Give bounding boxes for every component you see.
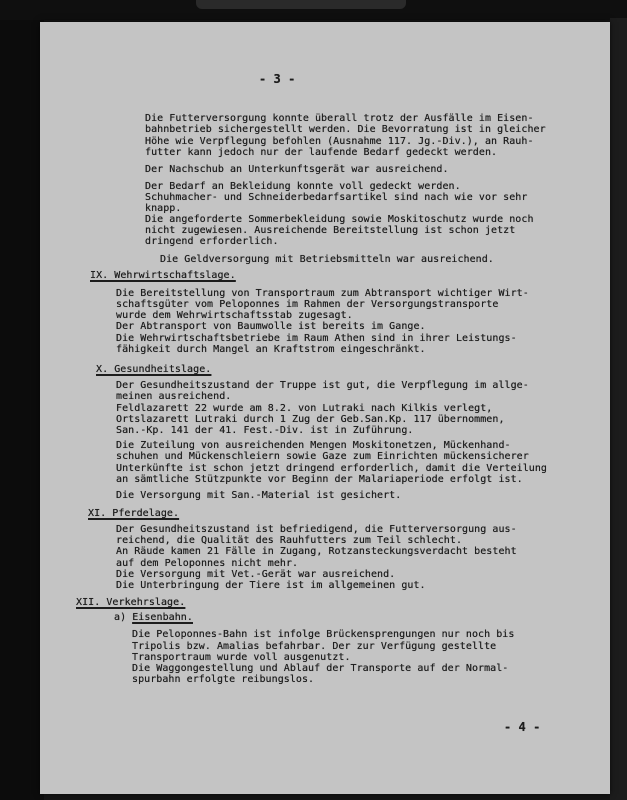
xi-line-4: auf dem Peloponnes nicht mehr. (116, 558, 299, 569)
xii-sub-a: a) Eisenbahn. (114, 612, 193, 623)
section-xi-heading: XI. Pferdelage. (88, 508, 180, 519)
page-number-next: - 4 - (504, 720, 541, 734)
x-line-3: Feldlazarett 22 wurde am 8.2. von Lutraki nach Kilkis verlegt, (116, 403, 493, 414)
clothing-line-1: Der Bedarf an Bekleidung konnte voll gedeckt werden. (145, 181, 461, 192)
x-line-6: Die Zuteilung von ausreichenden Mengen Moskitonetzen, Mückenhand- (116, 440, 511, 451)
clothing-line-4: Die angeforderte Sommerbekleidung sowie Moskitoschutz wurde noch (145, 214, 534, 225)
clothing-line-5: nicht zugewiesen. Ausreichende Bereitstellung ist schon jetzt (145, 225, 516, 236)
xii-line-4: Die Waggongestellung und Ablauf der Transporte auf der Normal- (132, 663, 509, 674)
binding-tape (196, 0, 406, 9)
money-line: Die Geldversorgung mit Betriebsmitteln war ausreichend. (160, 254, 494, 265)
clothing-line-6: dringend erforderlich. (145, 236, 279, 247)
x-line-10: Die Versorgung mit San.-Material ist gesichert. (116, 490, 402, 501)
xii-line-2: Tripolis bzw. Amalias befahrbar. Der zur Verfügung gestellte (132, 641, 497, 652)
scan-left-border (0, 0, 44, 800)
x-line-5: San.-Kp. 141 der 41. Fest.-Div. ist in Zuführung. (116, 425, 414, 436)
ix-line-5: Die Wehrwirtschaftsbetriebe im Raum Athen sind in ihrer Leistungs- (116, 333, 517, 344)
xi-line-2: reichend, die Qualität des Rauhfutters zum Teil schlecht. (116, 535, 463, 546)
feed-line-2: bahnbetrieb sichergestellt werden. Die Bevorratung ist in gleicher (145, 124, 546, 135)
xi-line-6: Die Unterbringung der Tiere ist im allgemeinen gut. (116, 580, 426, 591)
ix-line-6: fähigkeit durch Mangel an Kraftstrom eingeschränkt. (116, 344, 426, 355)
section-x-heading: X. Gesundheitslage. (96, 364, 212, 375)
feed-line-3: Höhe wie Verpflegung befohlen (Ausnahme 117. Jg.-Div.), an Rauh- (145, 136, 534, 147)
ix-line-1: Die Bereitstellung von Transportraum zum Abtransport wichtiger Wirt- (116, 288, 529, 299)
xii-line-3: Transportraum wurde voll ausgenutzt. (132, 652, 351, 663)
x-line-1: Der Gesundheitszustand der Truppe ist gut, die Verpflegung im allge- (116, 380, 529, 391)
x-line-2: meinen ausreichend. (116, 391, 232, 402)
xii-line-5: spurbahn erfolgte reibungslos. (132, 674, 315, 685)
ix-line-3: wurde dem Wehrwirtschaftsstab zugesagt. (116, 310, 353, 321)
ix-line-4: Der Abtransport von Baumwolle ist bereits im Gange. (116, 321, 426, 332)
xii-line-1: Die Peloponnes-Bahn ist infolge Brückensprengungen nur noch bis (132, 629, 515, 640)
x-line-4: Ortslazarett Lutraki durch 1 Zug der Geb.San.Kp. 117 übernommen, (116, 414, 505, 425)
x-line-8: Unterkünfte ist schon jetzt dringend erforderlich, damit die Verteilung (116, 463, 548, 474)
quarters-line: Der Nachschub an Unterkunftsgerät war ausreichend. (145, 164, 449, 175)
xi-line-1: Der Gesundheitszustand ist befriedigend, die Futterversorgung aus- (116, 524, 517, 535)
ix-line-2: schaftsgüter vom Peloponnes im Rahmen der Versorgungstransporte (116, 299, 499, 310)
scan-right-border (610, 18, 627, 800)
x-line-9: an sämtliche Stützpunkte vor Beginn der Malariaperiode erfolgt ist. (116, 474, 523, 485)
document-page (40, 22, 610, 794)
feed-line-1: Die Futterversorgung konnte überall trotz der Ausfälle im Eisen- (145, 113, 534, 124)
clothing-line-3: knapp. (145, 203, 182, 214)
section-xii-heading: XII. Verkehrslage. (76, 597, 186, 608)
xi-line-5: Die Versorgung mit Vet.-Gerät war ausreichend. (116, 569, 396, 580)
xi-line-3: An Räude kamen 21 Fälle in Zugang, Rotzansteckungsverdacht besteht (116, 546, 517, 557)
clothing-line-2: Schuhmacher- und Schneiderbedarfsartikel sind nach wie vor sehr (145, 192, 528, 203)
page-number-top: - 3 - (259, 72, 296, 86)
section-ix-heading: IX. Wehrwirtschaftslage. (90, 270, 236, 281)
feed-line-4: futter kann jedoch nur der laufende Bedarf gedeckt werden. (145, 147, 498, 158)
x-line-7: schuhen und Mückenschleiern sowie Gaze zum Einrichten mückensicherer (116, 451, 529, 462)
